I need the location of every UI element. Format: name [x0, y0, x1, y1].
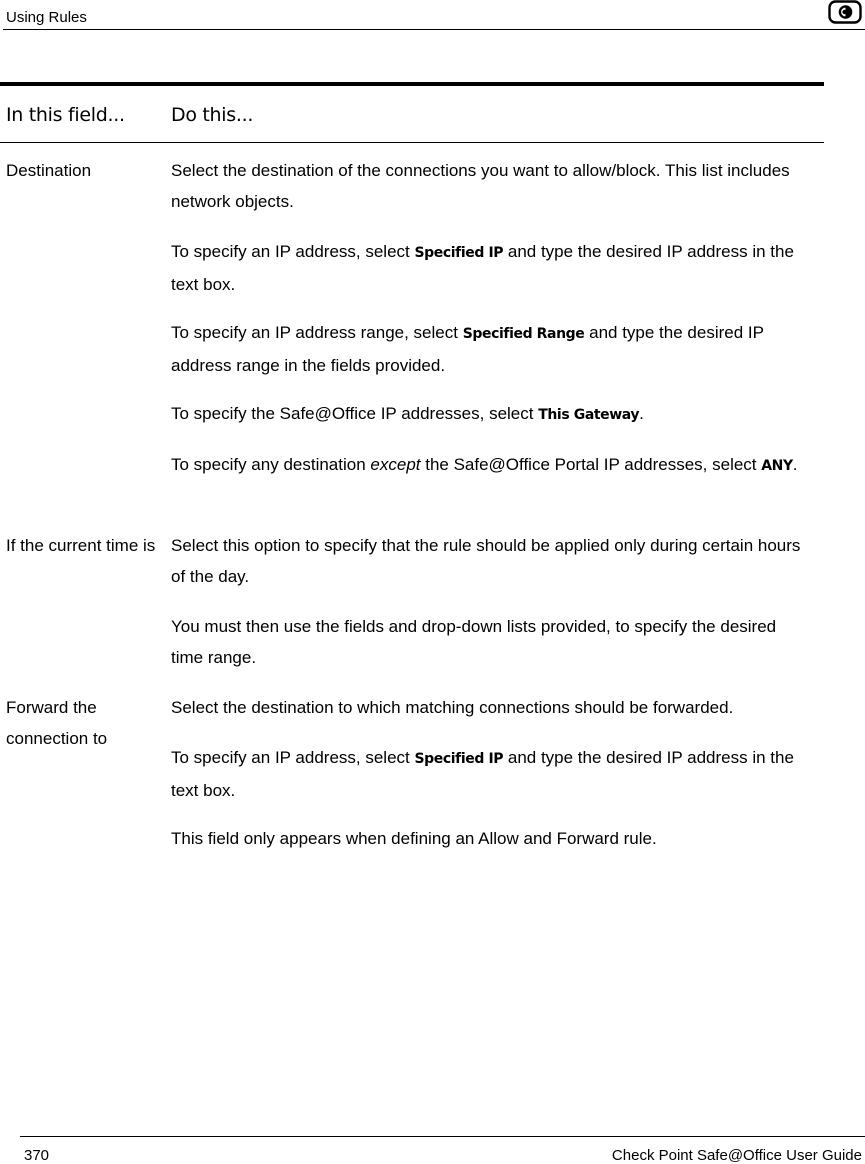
table-cell-paragraph: Select this option to specify that the rule should be applied only during certain hours of the day. — [171, 536, 801, 586]
ui-term: Specified Range — [462, 326, 585, 342]
table-header-rule — [0, 142, 824, 143]
table-cell-paragraph: You must then use the fields and drop-down lists provided, to specify the desired time range. — [171, 617, 777, 667]
ui-term: This Gateway — [538, 407, 640, 423]
table-header-row — [0, 104, 824, 142]
ui-term: Specified IP — [414, 245, 504, 261]
table-cell-paragraph: To specify any destination except the Safe@Office Portal IP addresses, select ANY. — [171, 455, 798, 474]
field-name-time: If the current time is — [6, 536, 156, 555]
column-header-field: In this field... — [6, 104, 125, 126]
check-point-logo-icon — [828, 0, 862, 24]
ui-term: Specified IP — [414, 751, 504, 767]
field-name-destination: Destination — [6, 161, 92, 180]
ui-term: ANY — [761, 458, 793, 474]
running-header — [0, 0, 865, 31]
emphasis-text: except — [370, 455, 421, 474]
table-cell-paragraph: This field only appears when defining an Allow and Forward rule. — [171, 829, 657, 848]
column-header-action: Do this... — [171, 104, 254, 126]
table-top-rule — [0, 82, 824, 86]
section-title: Using Rules — [6, 9, 87, 26]
table-cell-paragraph: To specify an IP address range, select Specified Range and type the desired IP address range in the fields provided. — [171, 323, 764, 375]
table-cell-paragraph: To specify an IP address, select Specified IP and type the desired IP address in the text box. — [171, 242, 794, 294]
footer-rule — [20, 1136, 865, 1137]
table-cell-paragraph: Select the destination to which matching connections should be forwarded. — [171, 698, 734, 717]
table-cell-paragraph: Select the destination of the connections you want to allow/block. This list includes network objects. — [171, 161, 790, 211]
table-cell-paragraph: To specify the Safe@Office IP addresses, select This Gateway. — [171, 404, 644, 423]
page-number: 370 — [24, 1147, 50, 1164]
guide-title: Check Point Safe@Office User Guide — [611, 1147, 862, 1164]
field-name-forward: Forward the connection to — [6, 698, 108, 748]
table-cell-paragraph: To specify an IP address, select Specified IP and type the desired IP address in the text box. — [171, 748, 794, 800]
header-rule — [3, 29, 865, 30]
